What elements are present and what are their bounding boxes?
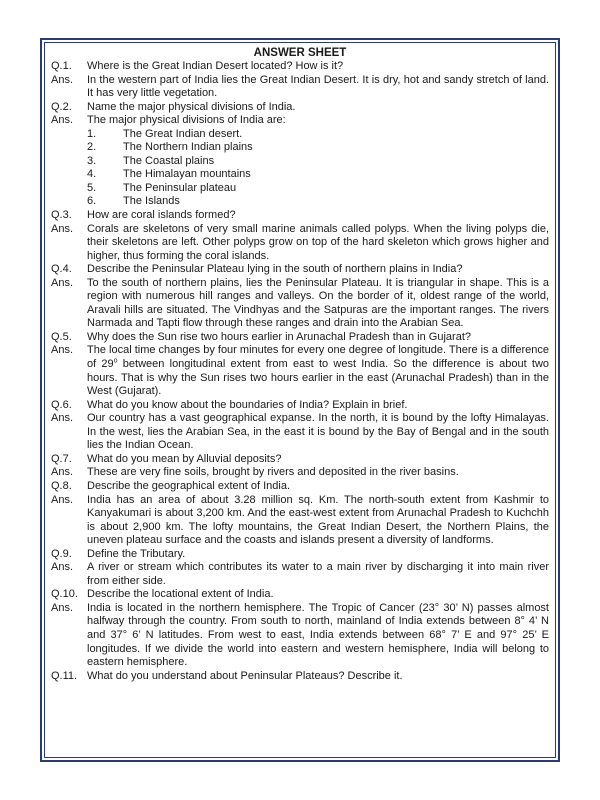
- list-item: 5. The Peninsular plateau: [87, 181, 237, 194]
- divisions-list: [51, 128, 549, 209]
- page-title: ANSWER SHEET: [253, 47, 347, 59]
- qa-row: Q.6. What do you know about the boundaries of India? Explain in brief.: [51, 398, 408, 411]
- qa-row: Q.11. What do you understand about Peninsular Plateaus? Describe it.: [51, 669, 403, 682]
- qa-row: Q.2. Name the major physical divisions of India.: [51, 100, 296, 113]
- list-item: 2. The Northern Indian plains: [87, 141, 253, 154]
- qa-row: Ans. In the western part of India lies the Great Indian Desert. It is dry, hot and sandy stretch of land. It has very little vegetation.: [51, 73, 549, 100]
- qa-row: Ans. The major physical divisions of India are:: [51, 114, 286, 127]
- qa-row: Q.1. Where is the Great Indian Desert located? How is it?: [51, 60, 344, 72]
- list-item: 6. The Islands: [87, 195, 180, 208]
- qa-row: Ans. Our country has a vast geographical expanse. In the north, it is bound by the lofty Himalayas. In the west, lies the Arabian Sea, in the east it is bound by the Bay of Bengal and in the south lies the Indian Ocean.: [51, 412, 549, 452]
- list-item: 1. The Great Indian desert.: [87, 127, 243, 140]
- qa-row: Ans. A river or stream which contributes its water to a main river by discharging it into main river from either side.: [51, 561, 549, 587]
- qa-row: Q.8. Describe the geographical extent of India.: [51, 479, 291, 492]
- degree-superscript: o: [113, 357, 118, 365]
- qa-row: Ans. India is located in the northern hemisphere. The Tropic of Cancer (23° 30’ N) passes almost halfway through the country. From south to north, mainland of India extends between 8° 4’ N and 37° 6’ N latitudes. From west to east, India extends between 68° 7’ E and 97° 25’ E longitudes. If we divide the world into eastern and western hemisphere, India will belong to eastern hemisphere.: [51, 601, 549, 669]
- qa-row: Ans. To the south of northern plains, lies the Peninsular Plateau. It is triangular in shape. This is a region with numerous hill ranges and valleys. On the border of it, oldest range of the world, Aravali hills are situated. The Vindhyas and the Satpuras are the important ranges. The rivers Narmada and Tapti flow through these ranges and drain into the Arabian Sea.: [51, 276, 549, 330]
- qa-row: Q.9. Define the Tributary.: [51, 547, 186, 560]
- answer-sheet: [51, 46, 549, 683]
- qa-row: Ans. Corals are skeletons of very small marine animals called polyps. When the living polyps die, their skeletons are left. Other polyps grow on top of the hard skeleton which grows higher and higher, thus forming the coral islands.: [51, 222, 549, 262]
- qa-row: Q.4. Describe the Peninsular Plateau lying in the south of northern plains in India?: [51, 263, 463, 276]
- qa-row: Q.3. How are coral islands formed?: [51, 209, 236, 222]
- qa-row: Ans. The local time changes by four minutes for every one degree of longitude. There is a difference of 29$^o$ between longitudinal extent from east to west India. So the difference is about two hours. That is why the Sun rises two hours earlier in the east (Arunachal Pradesh) than in the West (Gujarat).: [51, 344, 550, 398]
- qa-row: Ans. India has an area of about 3.28 million sq. Km. The north-south extent from Kashmir to Kanyakumari is about 3,200 km. And the east-west extent from Arunachal Pradesh to Kuchchh is about 2,900 km. The lofty mountains, the Great Indian Desert, the Northern Plains, the uneven plateau surface and the coasts and islands present a diversity of landforms.: [51, 493, 549, 547]
- list-item: 3. The Coastal plains: [87, 154, 215, 167]
- qa-row: Q.5. Why does the Sun rise two hours earlier in Arunachal Pradesh than in Gujarat?: [51, 330, 471, 343]
- list-item: 4. The Himalayan mountains: [87, 168, 251, 181]
- qa-row: Q.7. What do you mean by Alluvial deposits?: [51, 452, 282, 465]
- qa-row: Ans. These are very fine soils, brought by rivers and deposited in the river basins.: [51, 466, 459, 479]
- qa-row: Q.10. Describe the locational extent of India.: [51, 588, 274, 601]
